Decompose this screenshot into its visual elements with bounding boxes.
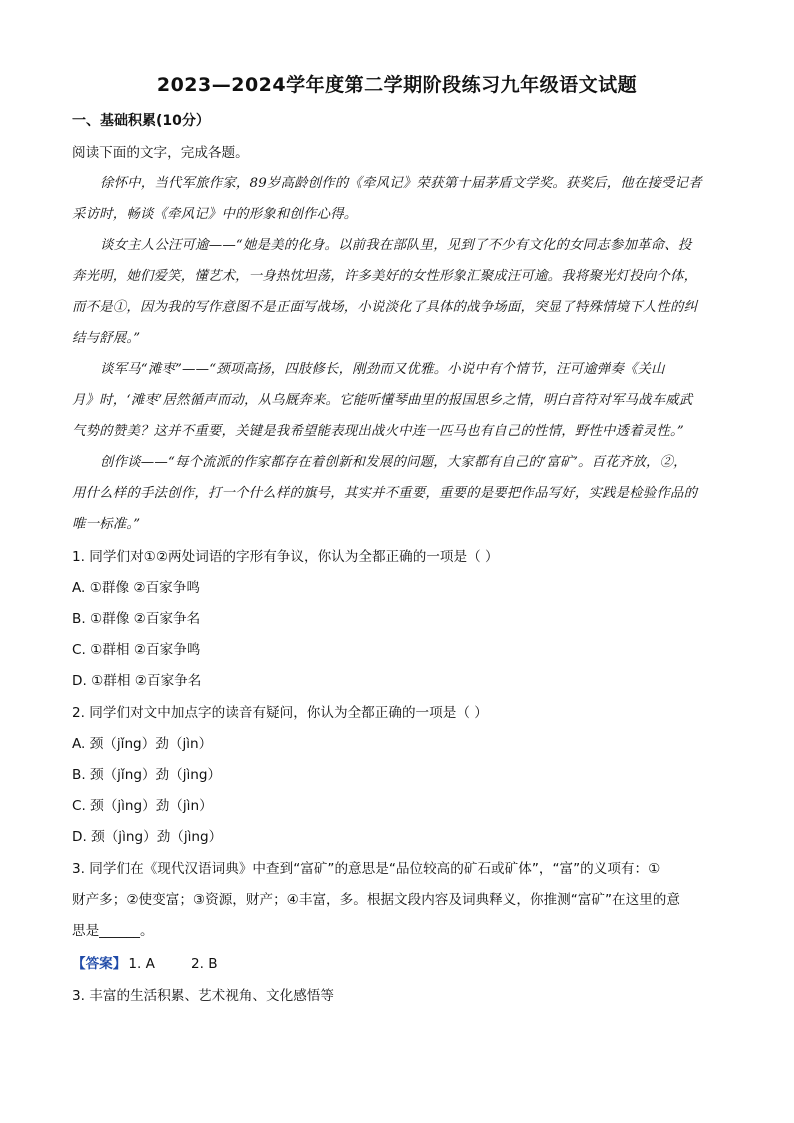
passage-line: 采访时，畅谈《牵风记》中的形象和创作心得。 bbox=[72, 207, 358, 222]
answer-3: 3. 丰富的生活积累、艺术视角、文化感悟等 bbox=[72, 988, 334, 1004]
instruction: 阅读下面的文字，完成各题。 bbox=[72, 145, 249, 161]
answer-2: 2. B bbox=[190, 956, 218, 972]
question-1-option-d: D. ①群相 ②百家争名 bbox=[72, 673, 202, 689]
passage-line: 月》时，‘滩枣’居然循声而动，从乌厩奔来。它能听懂琴曲里的报国思乡之情，明白音符对军马战车威武 bbox=[72, 393, 693, 408]
passage-line: 徐怀中，当代军旅作家，89岁高龄创作的《牵风记》荣获第十届茅盾文学奖。获奖后，他在接受记者 bbox=[100, 176, 702, 191]
passage-line: 唯一标准。” bbox=[72, 517, 141, 532]
question-3-stem: 财产多；②使变富；③资源，财产；④丰富，多。根据文段内容及词典释义，你推测“富矿”在这里的意 bbox=[72, 892, 680, 908]
answer-tag: 【答案】 bbox=[72, 956, 127, 972]
question-1-option-b: B. ①群像 ②百家争名 bbox=[72, 611, 201, 627]
question-2-stem: 2. 同学们对文中加点字的读音有疑问，你认为全都正确的一项是（ ） bbox=[72, 705, 488, 721]
question-3-stem: 思是______。 bbox=[72, 923, 154, 939]
passage-line: 用什么样的手法创作，打一个什么样的旗号，其实并不重要，重要的是要把作品写好，实践是检验作品的 bbox=[72, 486, 698, 501]
question-3-stem: 3. 同学们在《现代汉语词典》中查到“富矿”的意思是“品位较高的矿石或矿体”，“富”的义项有：① bbox=[72, 861, 661, 877]
section-heading: 一、基础积累(10分） bbox=[72, 113, 210, 129]
page-title: 2023—2024学年度第二学期阶段练习九年级语文试题 bbox=[156, 74, 638, 96]
passage-line: 创作谈——“每个流派的作家都存在着创新和发展的问题，大家都有自己的‘富矿’。百花齐放，②， bbox=[100, 455, 687, 470]
question-2-option-b: B. 颈（jǐng）劲（jìng） bbox=[72, 767, 222, 783]
passage-line: 谈军马“滩枣”——“颈项高扬，四肢修长，刚劲而又优雅。小说中有个情节，汪可逾弹奏《关山 bbox=[100, 362, 665, 377]
question-1-option-c: C. ①群相 ②百家争鸣 bbox=[72, 642, 201, 658]
passage-line: 结与舒展。” bbox=[72, 331, 141, 346]
passage-line: 而不是①，因为我的写作意图不是正面写战场，小说淡化了具体的战争场面，突显了特殊情境下人性的纠 bbox=[72, 300, 698, 315]
question-2-option-c: C. 颈（jìng）劲（jìn） bbox=[72, 798, 213, 814]
answer-1: 1. A bbox=[128, 956, 155, 972]
question-1-stem: 1. 同学们对①②两处词语的字形有争议，你认为全都正确的一项是（ ） bbox=[72, 549, 499, 565]
answer-row bbox=[72, 952, 218, 972]
question-2-option-d: D. 颈（jìng）劲（jìng） bbox=[72, 829, 223, 845]
passage-line: 谈女主人公汪可逾——“她是美的化身。以前我在部队里，见到了不少有文化的女同志参加革命、投 bbox=[100, 238, 692, 253]
passage-line: 气势的赞美？这并不重要，关键是我希望能表现出战火中连一匹马也有自己的性情，野性中透着灵性。” bbox=[72, 424, 684, 439]
passage-line: 奔光明，她们爱笑，懂艺术，一身热忱坦荡，许多美好的女性形象汇聚成汪可逾。我将聚光灯投向个体， bbox=[72, 269, 698, 284]
question-2-option-a: A. 颈（jǐng）劲（jìn） bbox=[72, 736, 213, 752]
question-1-option-a: A. ①群像 ②百家争鸣 bbox=[72, 580, 200, 596]
